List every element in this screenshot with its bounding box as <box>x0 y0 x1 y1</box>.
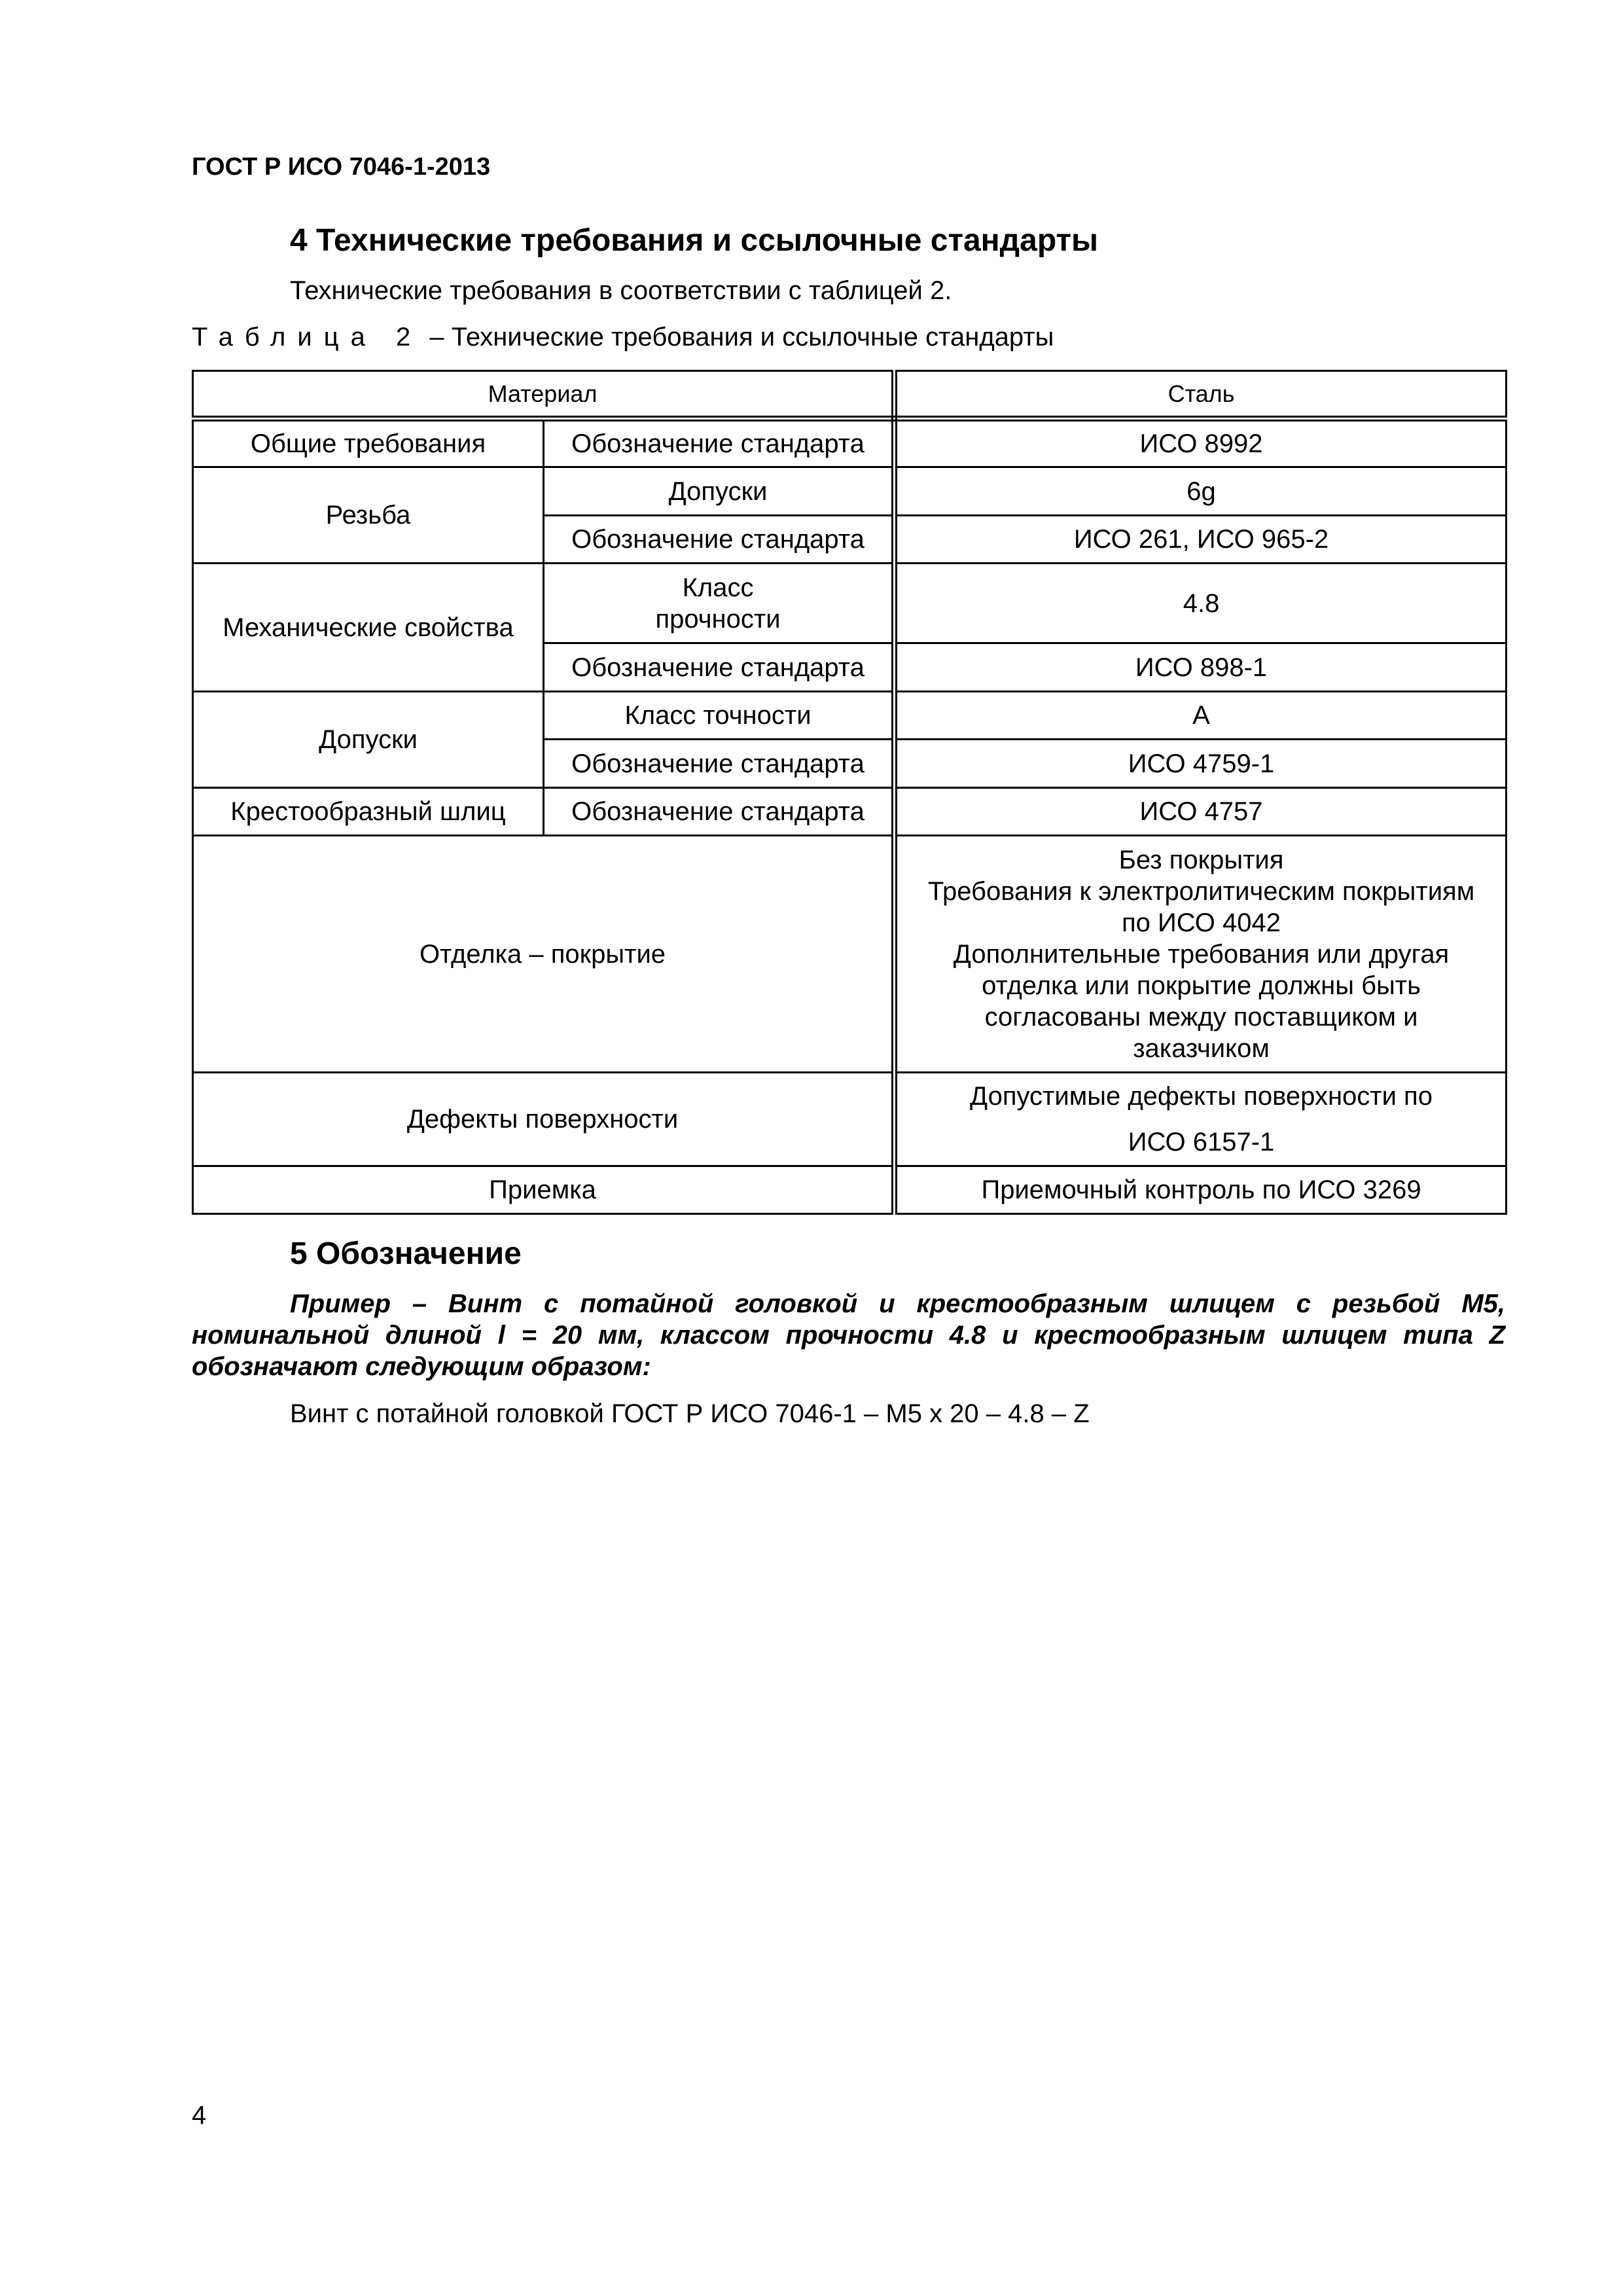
table-caption-label: Таблица 2 <box>192 323 423 351</box>
row-value-thread-standard: ИСО 261, ИСО 965-2 <box>895 516 1507 564</box>
row-label-surface-defects: Дефекты поверхности <box>193 1073 895 1166</box>
finish-line: согласованы между поставщиком и <box>984 1002 1418 1031</box>
row-value-tolerances-standard: ИСО 4759-1 <box>895 740 1507 788</box>
row-label-thread: Резьба <box>193 467 544 564</box>
section-4-intro: Технические требования в соответствии с таблицей 2. <box>290 276 952 305</box>
table-row <box>193 419 1507 467</box>
section-4-title: 4 Технические требования и ссылочные стандарты <box>290 223 1099 258</box>
table-caption-text: – Технические требования и ссылочные стандарты <box>429 323 1054 351</box>
header-material: Материал <box>193 371 895 419</box>
row-label-general: Общие требования <box>193 419 544 467</box>
row-param-thread-standard: Обозначение стандарта <box>544 516 895 564</box>
designation-line: Винт с потайной головкой ГОСТ Р ИСО 7046-1 – М5 х 20 – 4.8 – Z <box>290 1399 1090 1428</box>
table-row <box>193 467 1507 516</box>
table-row <box>193 1073 1507 1166</box>
finish-line: по ИСО 4042 <box>1122 908 1281 937</box>
row-value-thread-tolerance: 6g <box>895 467 1507 516</box>
row-param-accuracy-class: Класс точности <box>544 692 895 740</box>
row-label-tolerances: Допуски <box>193 692 544 788</box>
row-value-finish <box>895 836 1507 1073</box>
row-param-tolerances-standard: Обозначение стандарта <box>544 740 895 788</box>
row-value-strength-class: 4.8 <box>895 564 1507 643</box>
row-label-mechanical: Механические свойства <box>193 564 544 692</box>
finish-line: Без покрытия <box>1118 845 1284 874</box>
defects-line: ИСО 6157-1 <box>1128 1128 1275 1157</box>
defects-line: Допустимые дефекты поверхности по <box>970 1082 1433 1111</box>
row-value-accuracy-class: A <box>895 692 1507 740</box>
row-value-cross-recess: ИСО 4757 <box>895 788 1507 836</box>
finish-line: отделка или покрытие должны быть <box>982 971 1421 1000</box>
designation-example: Пример – Винт с потайной головкой и крестообразным шлицем с резьбой М5, номинальной длиной l = 20 мм, классом прочности 4.8 и крестообразным шлицем типа Z обозначают следующим образом: <box>192 1289 1505 1381</box>
header-steel: Сталь <box>895 371 1507 419</box>
table-row <box>193 1166 1507 1214</box>
table-row <box>193 836 1507 1073</box>
row-param-general: Обозначение стандарта <box>544 419 895 467</box>
row-label-acceptance: Приемка <box>193 1166 895 1214</box>
finish-line: Дополнительные требования или другая <box>953 939 1450 969</box>
requirements-table <box>192 370 1507 1215</box>
row-param-cross-recess: Обозначение стандарта <box>544 788 895 836</box>
row-value-surface-defects <box>895 1073 1507 1166</box>
finish-line: заказчиком <box>1133 1033 1270 1063</box>
table-row <box>193 692 1507 740</box>
row-param-strength-class: Класс прочности <box>544 564 895 643</box>
row-label-finish: Отделка – покрытие <box>193 836 895 1073</box>
row-param-thread-tolerance: Допуски <box>544 467 895 516</box>
table-caption <box>192 323 1054 352</box>
finish-line: Требования к электролитическим покрытиям <box>927 876 1475 906</box>
row-param-mechanical-standard: Обозначение стандарта <box>544 643 895 692</box>
table-row <box>193 788 1507 836</box>
row-value-mechanical-standard: ИСО 898-1 <box>895 643 1507 692</box>
page-number: 4 <box>192 2101 207 2130</box>
row-value-general: ИСО 8992 <box>895 419 1507 467</box>
document-header-id: ГОСТ Р ИСО 7046-1-2013 <box>192 153 491 181</box>
row-label-cross-recess: Крестообразный шлиц <box>193 788 544 836</box>
row-value-acceptance: Приемочный контроль по ИСО 3269 <box>895 1166 1507 1214</box>
table-row <box>193 564 1507 643</box>
section-5-title: 5 Обозначение <box>290 1236 522 1271</box>
table-header-row <box>193 371 1507 419</box>
